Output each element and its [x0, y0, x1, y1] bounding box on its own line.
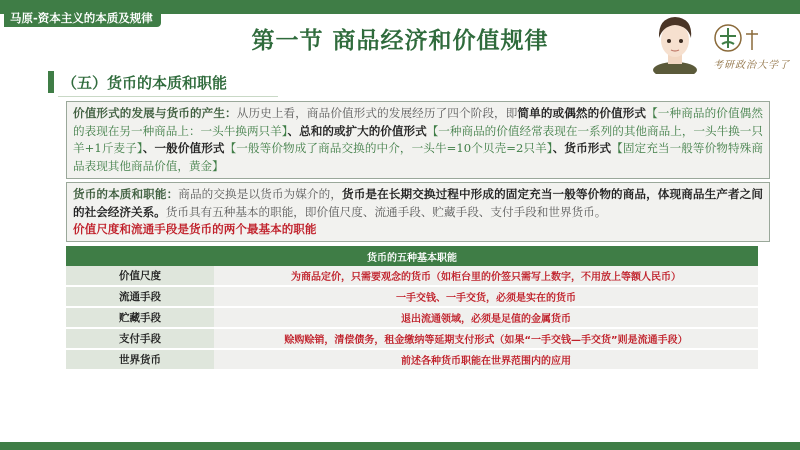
- table-row: [66, 307, 758, 328]
- money-functions-table: [66, 246, 758, 371]
- course-label: 马原-资本主义的本质及规律: [4, 9, 161, 27]
- money-essence-intro: 商品的交换是以货币为媒介的，: [178, 187, 343, 201]
- form-simple: 简单的或偶然的价值形式: [517, 106, 647, 120]
- function-desc: 赊购赊销，清偿债务，租金缴纳等延期支付形式（如果“一手交钱—手交货”则是流通手段）: [214, 328, 758, 349]
- form-expanded-desc: 【一种商品的价值经常表现在一系列的其他商品上，一头牛换一只羊+1斤麦子】: [73, 123, 763, 155]
- money-essence-box: [66, 182, 770, 242]
- function-desc: 退出流通领域，必须是足值的金属货币: [214, 307, 758, 328]
- separator: 、: [287, 123, 300, 138]
- form-money: 货币形式: [564, 141, 612, 155]
- page-title: 第一节 商品经济和价值规律: [251, 27, 549, 54]
- section-heading-text: （五）货币的本质和职能: [62, 74, 228, 92]
- basic-functions-note: 价值尺度和流通手段是货币的两个最基本的职能: [73, 222, 317, 236]
- value-form-box: [66, 101, 770, 179]
- function-desc: 一手交钱、一手交货，必须是实在的货币: [214, 286, 758, 307]
- table-row: [66, 349, 758, 370]
- form-general-desc: 【一般等价物成了商品交换的中介，一头牛=10个贝壳=2只羊】: [224, 141, 553, 155]
- table-row: [66, 266, 758, 286]
- form-expanded: 总和的或扩大的价值形式: [299, 123, 427, 138]
- function-desc: 前述各种货币职能在世界范围内的应用: [214, 349, 758, 370]
- logo-text: 考研政治大学了: [713, 60, 790, 71]
- teacher-avatar: [648, 12, 702, 74]
- money-essence-lead: 货币的本质和职能：: [73, 187, 179, 201]
- function-name: 流通手段: [66, 286, 214, 307]
- section-underline: [58, 96, 278, 97]
- table-row: [66, 286, 758, 307]
- function-name: 价值尺度: [66, 266, 214, 286]
- form-general: 一般价值形式: [154, 141, 225, 155]
- section-marker: [48, 71, 54, 93]
- table-row: [66, 328, 758, 349]
- function-name: 支付手段: [66, 328, 214, 349]
- money-essence-definition: 货币是在长期交换过程中形成的固定充当一般等价物的商品，体现商品生产者之间的社会经济关系。: [73, 187, 763, 219]
- separator: 、: [142, 141, 155, 155]
- form-simple-desc: 【一种商品的价值偶然的表现在另一种商品上：一头牛换两只羊】: [73, 106, 763, 138]
- bottom-accent-bar: [0, 442, 800, 450]
- table-header-row: [66, 246, 758, 266]
- value-form-intro: 从历史上看，商品价值形式的发展经历了四个阶段，即: [236, 106, 518, 120]
- value-form-lead: 价值形式的发展与货币的产生：: [73, 106, 237, 120]
- separator: 、: [552, 141, 565, 155]
- form-money-desc: 【固定充当一般等价物特殊商品表现其他商品价值，黄金】: [73, 141, 763, 173]
- section-heading: [48, 68, 278, 96]
- function-name: 世界货币: [66, 349, 214, 370]
- table-header: 货币的五种基本职能: [66, 246, 758, 266]
- function-name: 贮藏手段: [66, 307, 214, 328]
- function-desc: 为商品定价，只需要观念的货币（如柜台里的价签只需写上数字，不用放上等额人民币）: [214, 266, 758, 286]
- money-functions-summary: 货币具有五种基本的职能，即价值尺度、流通手段、贮藏手段、支付手段和世界货币。: [165, 204, 607, 219]
